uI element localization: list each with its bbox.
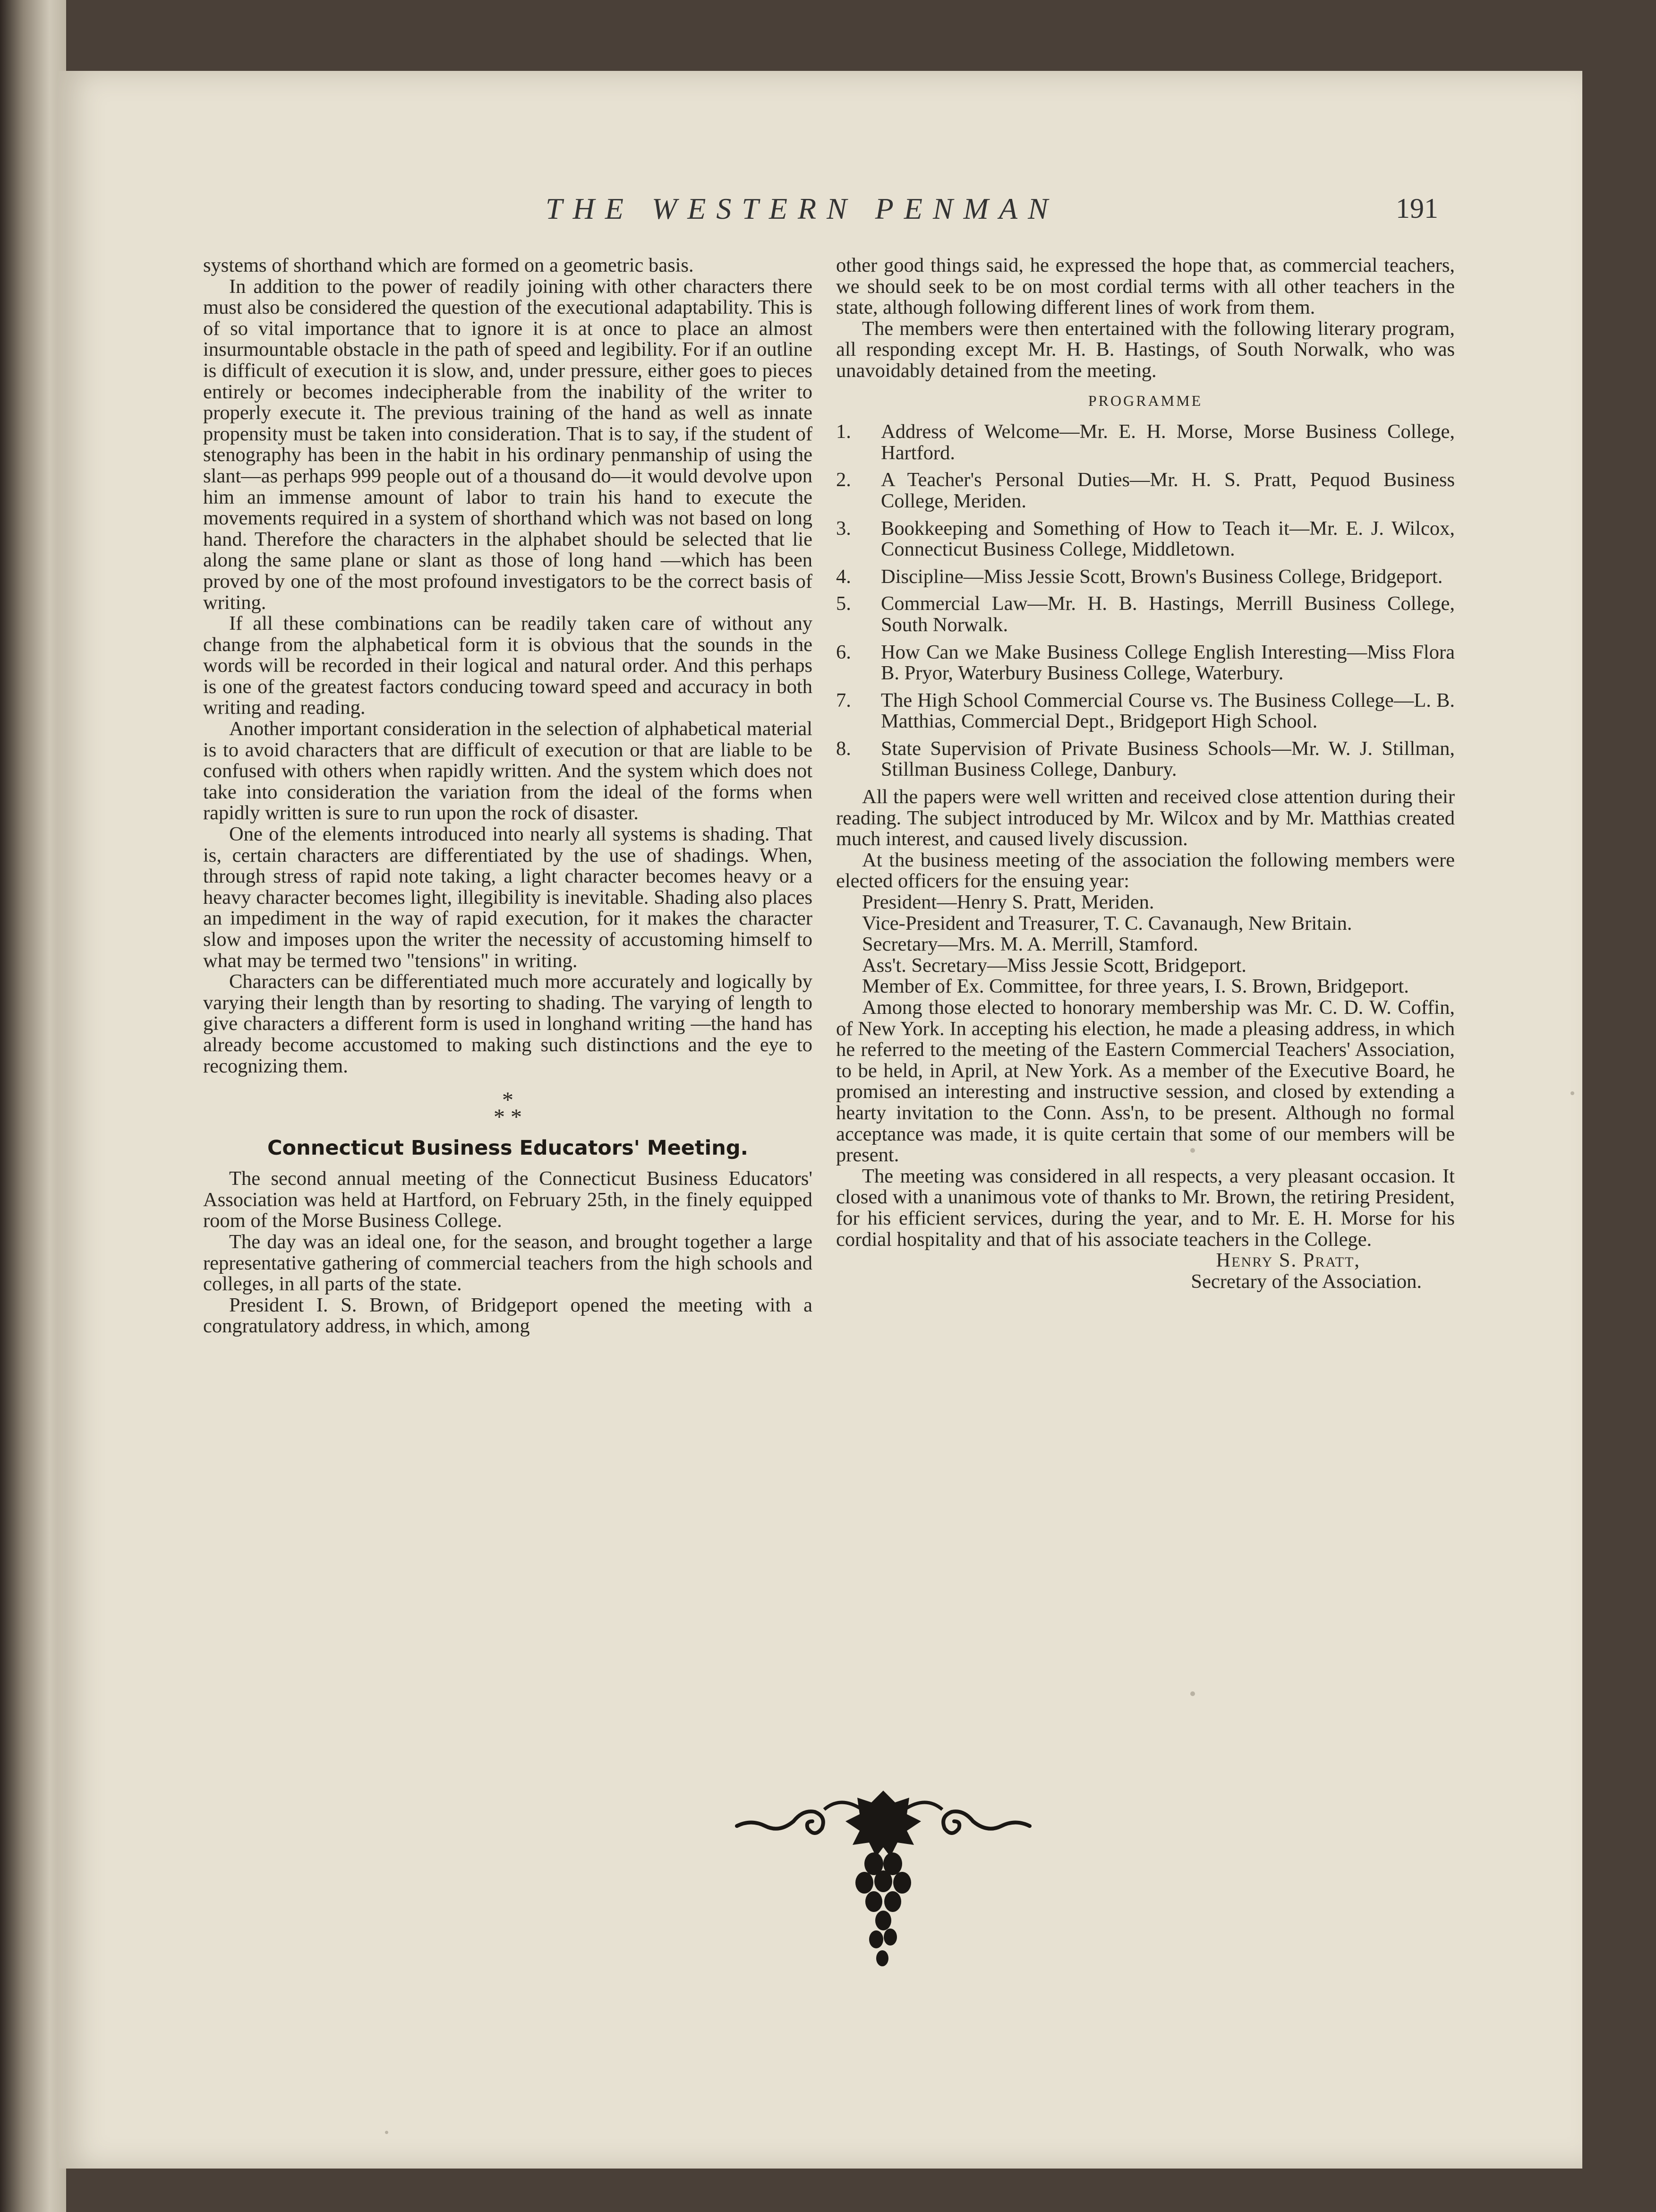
officer-line: Vice-President and Treasurer, T. C. Cavanaugh, New Britain.: [862, 912, 1352, 935]
paragraph: systems of shorthand which are formed on a geometric basis.: [203, 254, 694, 276]
item-text: The High School Commercial Course vs. The Business College—L. B. Matthias, Commercial Dept., Bridgeport High School.: [881, 689, 1455, 733]
officer-line: Secretary—Mrs. M. A. Merrill, Stamford.: [862, 933, 1198, 956]
paragraph: Among those elected to honorary membership was Mr. C. D. W. Coffin, of New York. In accepting his election, he made a pleasing address, in which he referred to the meeting of the Eastern Commercial Teachers' Association, to be held, in April, at New York. As a member of the Executive Board, he promised an interesting and instructive session, and closed by extending a hearty invitation to the Conn. Ass'n, to be present. Although no formal acceptance was made, it is quite certain that some of our members will be present.: [836, 996, 1455, 1166]
paragraph: President I. S. Brown, of Bridgeport opened the meeting with a congratulatory address, in which, among: [203, 1294, 812, 1337]
item-text: Discipline—Miss Jessie Scott, Brown's Business College, Bridgeport.: [881, 565, 1443, 588]
magazine-title: THE WESTERN PENMAN: [546, 192, 1058, 225]
paper-speck: [1571, 1091, 1574, 1095]
paragraph: The day was an ideal one, for the season, and brought together a large representative gathering of commercial teachers from the high schools and colleges, in all parts of the state.: [203, 1230, 812, 1295]
programme-item: [836, 470, 1455, 512]
paragraph: If all these combinations can be readily taken care of without any change from the alphabetical form it is obvious that the sounds in the words will be recorded in their logical and natural order. And this perhaps is one of the greatest factors conducing toward speed and accuracy in both writing and reading.: [203, 612, 812, 719]
right-column: [836, 255, 1455, 1292]
paragraph: All the papers were well written and received close attention during their reading. The subject introduced by Mr. Wilcox and by Mr. Matthias created much interest, and caused lively discussion.: [836, 786, 1455, 850]
programme-item: [836, 738, 1455, 780]
paragraph: One of the elements introduced into nearly all systems is shading. That is, certain characters are differentiated by the use of shadings. When, through stress of rapid note taking, a light character becomes heavy or a heavy character becomes light, illegibility is inevitable. Shading also places an impediment in the way of rapid execution, for it makes the character slow and imposes upon the writer the necessity of accustoming himself to what may be termed two "tensions" in writing.: [203, 823, 812, 972]
programme-heading: PROGRAMME: [1088, 392, 1203, 409]
programme-item: [836, 518, 1455, 560]
magazine-page: [57, 71, 1582, 2169]
paper-speck: [1190, 1148, 1195, 1153]
page-number: 191: [1396, 193, 1438, 224]
officer-line: Ass't. Secretary—Miss Jessie Scott, Bridgeport.: [862, 954, 1246, 977]
grape-vine-ornament-icon: [732, 1781, 1034, 1980]
signature-title: Secretary of the Association.: [1191, 1270, 1422, 1293]
officer-line: Member of Ex. Committee, for three years, I. S. Brown, Bridgeport.: [862, 975, 1409, 998]
programme-item: [836, 642, 1455, 684]
item-text: State Supervision of Private Business Schools—Mr. W. J. Stillman, Stillman Business College, Danbury.: [881, 737, 1455, 781]
item-number: 6.: [836, 641, 851, 663]
item-number: 1.: [836, 420, 851, 443]
item-text: A Teacher's Personal Duties—Mr. H. S. Pratt, Pequod Business College, Meriden.: [881, 469, 1455, 512]
programme-list: [836, 421, 1455, 780]
item-number: 5.: [836, 592, 851, 615]
item-number: 8.: [836, 737, 851, 760]
item-text: Bookkeeping and Something of How to Teach it—Mr. E. J. Wilcox, Connecticut Business College, Middletown.: [881, 517, 1455, 561]
paragraph: At the business meeting of the association the following members were elected officers for the ensuing year:: [836, 849, 1455, 892]
programme-item: [836, 421, 1455, 463]
programme-item: [836, 690, 1455, 732]
item-text: Commercial Law—Mr. H. B. Hastings, Merrill Business College, South Norwalk.: [881, 592, 1455, 636]
paragraph: other good things said, he expressed the hope that, as commercial teachers, we should seek to be on most cordial terms with all other teachers in the state, although following different lines of work from them.: [836, 254, 1455, 319]
item-number: 7.: [836, 689, 851, 712]
programme-item: [836, 566, 1455, 588]
item-number: 4.: [836, 565, 851, 588]
left-column: [203, 255, 812, 1337]
paper-speck: [385, 2131, 388, 2134]
signature-name: Henry S. Pratt,: [1216, 1249, 1360, 1272]
running-header: [57, 191, 1582, 234]
book-spine-shadow: [0, 0, 66, 2212]
programme-item: [836, 593, 1455, 635]
paragraph: The second annual meeting of the Connecticut Business Educators' Association was held at Hartford, on February 25th, in the finely equipped room of the Morse Business College.: [203, 1167, 812, 1232]
paragraph: Another important consideration in the selection of alphabetical material is to avoid characters that are difficult of execution or that are liable to be confused with others when rapidly written. And the system which does not take into consideration the variation from the ideal of the forms when rapidly written is sure to run upon the rock of disaster.: [203, 718, 812, 824]
section-heading: Connecticut Business Educators' Meeting.: [267, 1136, 748, 1160]
paragraph: The members were then entertained with the following literary program, all responding except Mr. H. B. Hastings, of South Norwalk, who was unavoidably detained from the meeting.: [836, 317, 1455, 382]
paragraph: In addition to the power of readily joining with other characters there must also be considered the question of the executional adaptability. This is of so vital importance that to ignore it is at once to place an almost insurmountable obstacle in the path of speed and legibility. For if an outline is difficult of execution it is slow, and, under pressure, either goes to pieces entirely or becomes indecipherable from the inability of the writer to properly execute it. The previous training of the hand as well as innate propensity must be taken into consideration. That is to say, if the student of stenography has been in the habit in his ordinary penmanship of using the slant—as perhaps 999 people out of a thousand do—it would devolve upon him an immense amount of labor to train his hand to execute the movements required in a system of shorthand which was not based on long hand. Therefore the characters in the alphabet should be selected that lie along the same plane or slant as those of long hand —which has been proved by one of the most profound investigators to be the correct basis of writing.: [203, 275, 812, 614]
paper-speck: [1190, 1691, 1195, 1696]
item-number: 2.: [836, 469, 851, 491]
officer-line: President—Henry S. Pratt, Meriden.: [862, 891, 1154, 914]
item-text: Address of Welcome—Mr. E. H. Morse, Morse Business College, Hartford.: [881, 420, 1455, 464]
item-text: How Can we Make Business College English Interesting—Miss Flora B. Pryor, Waterbury Business College, Waterbury.: [881, 641, 1455, 685]
paragraph: The meeting was considered in all respects, a very pleasant occasion. It closed with a unanimous vote of thanks to Mr. Brown, the retiring President, for his efficient services, during the year, and to Mr. E. H. Morse for his cordial hospitality and that of his associate teachers in the College.: [836, 1165, 1455, 1251]
item-number: 3.: [836, 517, 851, 540]
asterism-divider: * * *: [494, 1088, 522, 1130]
paragraph: Characters can be differentiated much more accurately and logically by varying their length than by resorting to shading. The varying of length to give characters a different form is used in longhand writing —the hand has already become accustomed to making such distinctions and the eye to recognizing them.: [203, 970, 812, 1077]
